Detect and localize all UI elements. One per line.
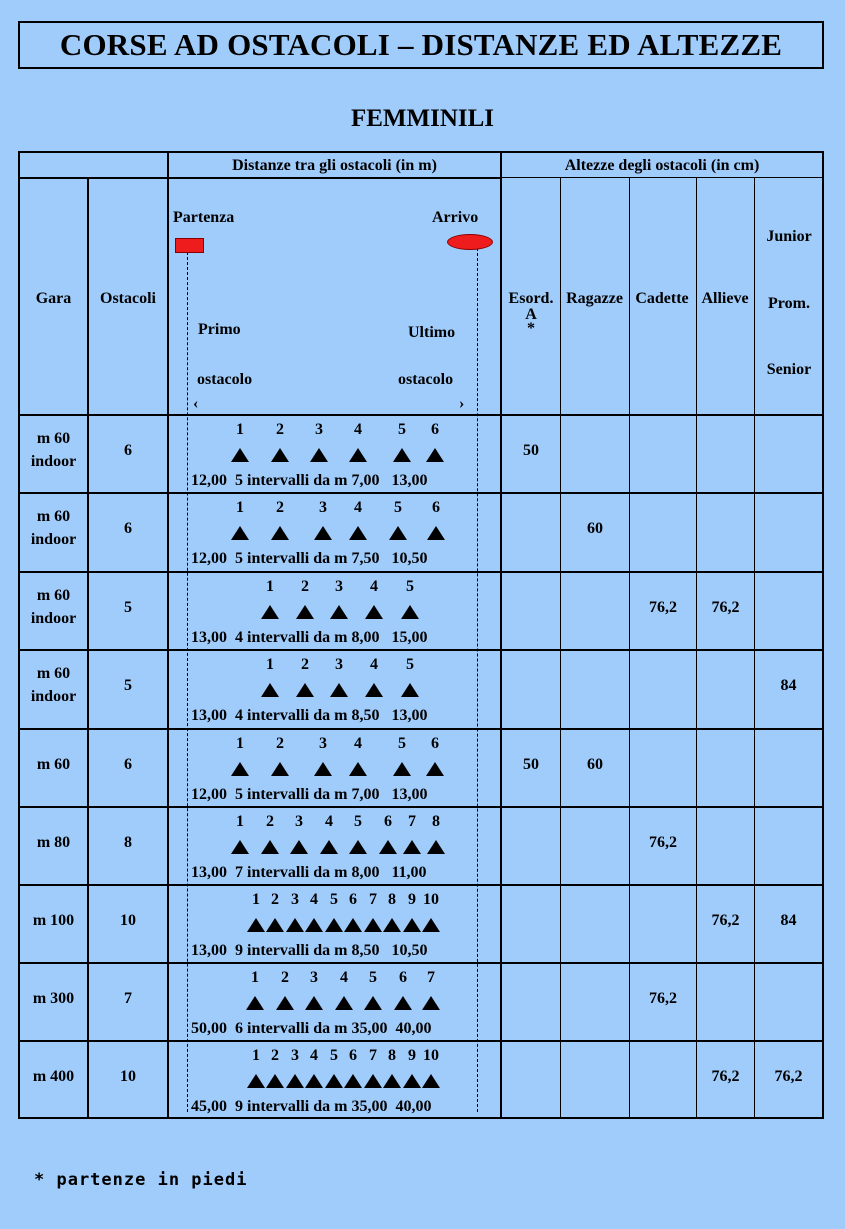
- hurdle-number: 6: [431, 421, 439, 438]
- hurdle-icon: [246, 996, 264, 1010]
- hurdle-number: 1: [236, 813, 244, 830]
- hurdle-icon: [426, 762, 444, 776]
- hurdle-icon: [271, 448, 289, 462]
- distance-description: 45,00 9 intervalli da m 35,00 40,00: [191, 1098, 432, 1115]
- gara-indoor: indoor: [30, 453, 77, 470]
- hurdle-number: 10: [423, 891, 439, 908]
- height-senior: 84: [780, 912, 797, 929]
- hurdle-number: 2: [266, 813, 274, 830]
- hurdle-number: 3: [315, 421, 323, 438]
- start-flag: [175, 238, 204, 253]
- col-senior: Senior: [766, 361, 812, 378]
- hurdle-number: 1: [236, 421, 244, 438]
- hurdle-icon: [427, 526, 445, 540]
- hurdle-number: 6: [349, 1047, 357, 1064]
- height-allieve: 76,2: [711, 1068, 740, 1085]
- hurdle-number: 2: [301, 578, 309, 595]
- distance-description: 50,00 6 intervalli da m 35,00 40,00: [191, 1020, 432, 1037]
- hurdle-icon: [403, 1074, 421, 1088]
- hurdle-number: 3: [319, 735, 327, 752]
- gara-name: m 60: [36, 665, 71, 682]
- hurdle-icon: [330, 683, 348, 697]
- hurdle-number: 5: [330, 1047, 338, 1064]
- hurdle-icon: [349, 762, 367, 776]
- hurdle-icon: [401, 605, 419, 619]
- hurdle-number: 9: [408, 1047, 416, 1064]
- col-prom: Prom.: [768, 295, 810, 312]
- hurdle-number: 10: [423, 1047, 439, 1064]
- label-primo: Primo: [198, 321, 241, 338]
- hurdle-icon: [286, 918, 304, 932]
- hurdle-number: 4: [370, 656, 378, 673]
- header-heights: Altezze degli ostacoli (in cm): [564, 157, 760, 174]
- hurdle-icon: [305, 996, 323, 1010]
- hurdle-number: 6: [431, 735, 439, 752]
- hurdle-number: 8: [432, 813, 440, 830]
- height-esord: 50: [523, 442, 539, 459]
- hurdle-number: 7: [427, 969, 435, 986]
- distance-description: 12,00 5 intervalli da m 7,50 10,50: [191, 550, 428, 567]
- hurdle-icon: [365, 605, 383, 619]
- hurdle-number: 5: [330, 891, 338, 908]
- hurdle-number: 5: [406, 578, 414, 595]
- hurdle-number: 4: [325, 813, 333, 830]
- height-allieve: 76,2: [711, 599, 740, 616]
- hurdle-icon: [349, 840, 367, 854]
- ostacoli-count: 6: [124, 756, 132, 773]
- hurdle-icon: [305, 1074, 323, 1088]
- distance-description: 13,00 4 intervalli da m 8,50 13,00: [191, 707, 428, 724]
- hurdle-icon: [310, 448, 328, 462]
- gara-indoor: indoor: [30, 531, 77, 548]
- arrow-left-icon: ‹: [193, 395, 199, 412]
- hurdle-icon: [394, 996, 412, 1010]
- height-senior: 84: [780, 677, 797, 694]
- col-ostacoli: Ostacoli: [100, 290, 156, 307]
- gara-name: m 400: [32, 1068, 75, 1085]
- hurdle-icon: [344, 918, 362, 932]
- height-allieve: 76,2: [711, 912, 740, 929]
- ostacoli-count: 6: [124, 442, 132, 459]
- hurdle-icon: [422, 996, 440, 1010]
- height-esord: 50: [523, 756, 539, 773]
- col-allieve: Allieve: [701, 290, 749, 307]
- hurdle-number: 5: [406, 656, 414, 673]
- hurdle-icon: [266, 918, 284, 932]
- hurdle-icon: [314, 762, 332, 776]
- hurdle-icon: [349, 526, 367, 540]
- gara-indoor: indoor: [30, 610, 77, 627]
- ostacoli-count: 7: [124, 990, 132, 1007]
- distance-description: 13,00 4 intervalli da m 8,00 15,00: [191, 629, 428, 646]
- col-ragazze: Ragazze: [566, 290, 623, 307]
- hurdle-icon: [314, 526, 332, 540]
- hurdle-number: 5: [398, 735, 406, 752]
- hurdle-icon: [231, 840, 249, 854]
- hurdle-number: 4: [310, 1047, 318, 1064]
- hurdle-number: 3: [335, 656, 343, 673]
- hurdle-number: 2: [276, 499, 284, 516]
- height-cadette: 76,2: [649, 599, 677, 616]
- ostacoli-count: 5: [124, 677, 132, 694]
- gara-indoor: indoor: [30, 688, 77, 705]
- distance-description: 12,00 5 intervalli da m 7,00 13,00: [191, 472, 428, 489]
- gara-name: m 80: [36, 834, 71, 851]
- hurdle-icon: [403, 840, 421, 854]
- hurdle-icon: [266, 1074, 284, 1088]
- hurdle-icon: [393, 762, 411, 776]
- label-partenza: Partenza: [173, 209, 235, 226]
- hurdle-icon: [290, 840, 308, 854]
- label-arrivo: Arrivo: [432, 209, 479, 226]
- distance-description: 12,00 5 intervalli da m 7,00 13,00: [191, 786, 428, 803]
- distance-description: 13,00 9 intervalli da m 8,50 10,50: [191, 942, 428, 959]
- hurdle-number: 1: [252, 891, 260, 908]
- arrow-right-icon: ›: [459, 395, 465, 412]
- hurdle-number: 4: [354, 499, 362, 516]
- hurdle-icon: [427, 840, 445, 854]
- ostacoli-count: 10: [120, 1068, 136, 1085]
- hurdle-icon: [286, 1074, 304, 1088]
- hurdle-icon: [261, 840, 279, 854]
- gara-name: m 60: [36, 430, 71, 447]
- hurdle-icon: [247, 1074, 265, 1088]
- hurdle-icon: [389, 526, 407, 540]
- distance-description: 13,00 7 intervalli da m 8,00 11,00: [191, 864, 427, 881]
- hurdle-icon: [364, 918, 382, 932]
- gara-name: m 300: [32, 990, 75, 1007]
- hurdle-number: 2: [281, 969, 289, 986]
- footnote: * partenze in piedi: [34, 1170, 248, 1190]
- hurdle-icon: [231, 762, 249, 776]
- hurdle-icon: [325, 1074, 343, 1088]
- gara-name: m 60: [36, 587, 71, 604]
- hurdle-number: 3: [335, 578, 343, 595]
- hurdle-icon: [276, 996, 294, 1010]
- label-ostacolo-right: ostacolo: [398, 371, 454, 388]
- hurdle-number: 7: [369, 891, 377, 908]
- height-cadette: 76,2: [649, 834, 677, 851]
- hurdle-number: 9: [408, 891, 416, 908]
- hurdle-number: 8: [388, 891, 396, 908]
- hurdle-icon: [403, 918, 421, 932]
- hurdle-icon: [365, 683, 383, 697]
- hurdle-number: 3: [291, 1047, 299, 1064]
- hurdle-number: 5: [394, 499, 402, 516]
- height-senior: 76,2: [774, 1068, 803, 1085]
- hurdle-icon: [330, 605, 348, 619]
- hurdle-number: 6: [399, 969, 407, 986]
- hurdle-number: 5: [354, 813, 362, 830]
- ostacoli-count: 5: [124, 599, 132, 616]
- hurdle-number: 3: [319, 499, 327, 516]
- hurdle-icon: [383, 1074, 401, 1088]
- hurdle-icon: [426, 448, 444, 462]
- hurdle-number: 5: [369, 969, 377, 986]
- hurdle-icon: [422, 1074, 440, 1088]
- gara-name: m 60: [36, 756, 71, 773]
- page-subtitle: FEMMINILI: [350, 105, 495, 132]
- hurdle-icon: [379, 840, 397, 854]
- hurdle-number: 2: [301, 656, 309, 673]
- hurdle-number: 4: [354, 735, 362, 752]
- label-ultimo: Ultimo: [408, 324, 456, 341]
- hurdle-number: 1: [252, 1047, 260, 1064]
- hurdle-icon: [422, 918, 440, 932]
- hurdle-number: 1: [251, 969, 259, 986]
- hurdle-icon: [364, 996, 382, 1010]
- col-junior: Junior: [766, 228, 812, 245]
- hurdle-number: 6: [349, 891, 357, 908]
- hurdle-number: 1: [236, 499, 244, 516]
- hurdle-number: 4: [340, 969, 348, 986]
- hurdle-icon: [271, 762, 289, 776]
- hurdle-number: 7: [408, 813, 416, 830]
- hurdle-number: 3: [291, 891, 299, 908]
- hurdle-number: 4: [310, 891, 318, 908]
- hurdle-icon: [261, 605, 279, 619]
- header-distances: Distanze tra gli ostacoli (in m): [232, 157, 437, 174]
- hurdle-number: 4: [370, 578, 378, 595]
- hurdle-number: 8: [388, 1047, 396, 1064]
- hurdle-number: 1: [236, 735, 244, 752]
- hurdle-icon: [383, 918, 401, 932]
- hurdle-icon: [320, 840, 338, 854]
- hurdle-icon: [296, 683, 314, 697]
- ostacoli-count: 8: [124, 834, 132, 851]
- hurdle-number: 7: [369, 1047, 377, 1064]
- hurdle-number: 1: [266, 656, 274, 673]
- hurdle-icon: [344, 1074, 362, 1088]
- hurdle-number: 6: [432, 499, 440, 516]
- col-esord: Esord. A *: [508, 290, 554, 337]
- height-cadette: 76,2: [649, 990, 677, 1007]
- hurdle-number: 2: [276, 735, 284, 752]
- hurdle-icon: [393, 448, 411, 462]
- gara-name: m 100: [32, 912, 75, 929]
- hurdle-icon: [401, 683, 419, 697]
- hurdle-icon: [325, 918, 343, 932]
- hurdle-icon: [364, 1074, 382, 1088]
- hurdle-icon: [247, 918, 265, 932]
- hurdle-number: 1: [266, 578, 274, 595]
- label-ostacolo-left: ostacolo: [197, 371, 253, 388]
- col-cadette: Cadette: [635, 290, 689, 307]
- hurdle-number: 6: [384, 813, 392, 830]
- ostacoli-count: 6: [124, 520, 132, 537]
- hurdle-icon: [271, 526, 289, 540]
- gara-name: m 60: [36, 508, 71, 525]
- hurdle-icon: [231, 448, 249, 462]
- hurdle-icon: [296, 605, 314, 619]
- hurdle-number: 3: [310, 969, 318, 986]
- hurdle-icon: [349, 448, 367, 462]
- page-title: CORSE AD OSTACOLI – DISTANZE ED ALTEZZE: [18, 21, 824, 69]
- hurdle-number: 4: [354, 421, 362, 438]
- hurdle-icon: [231, 526, 249, 540]
- finish-marker: [447, 234, 493, 250]
- hurdle-icon: [335, 996, 353, 1010]
- height-ragazze: 60: [587, 756, 603, 773]
- ostacoli-count: 10: [120, 912, 136, 929]
- hurdle-number: 2: [271, 891, 279, 908]
- hurdle-number: 5: [398, 421, 406, 438]
- hurdle-icon: [305, 918, 323, 932]
- height-ragazze: 60: [587, 520, 603, 537]
- col-gara: Gara: [35, 290, 72, 307]
- hurdle-number: 2: [276, 421, 284, 438]
- hurdle-number: 3: [295, 813, 303, 830]
- hurdle-icon: [261, 683, 279, 697]
- hurdle-number: 2: [271, 1047, 279, 1064]
